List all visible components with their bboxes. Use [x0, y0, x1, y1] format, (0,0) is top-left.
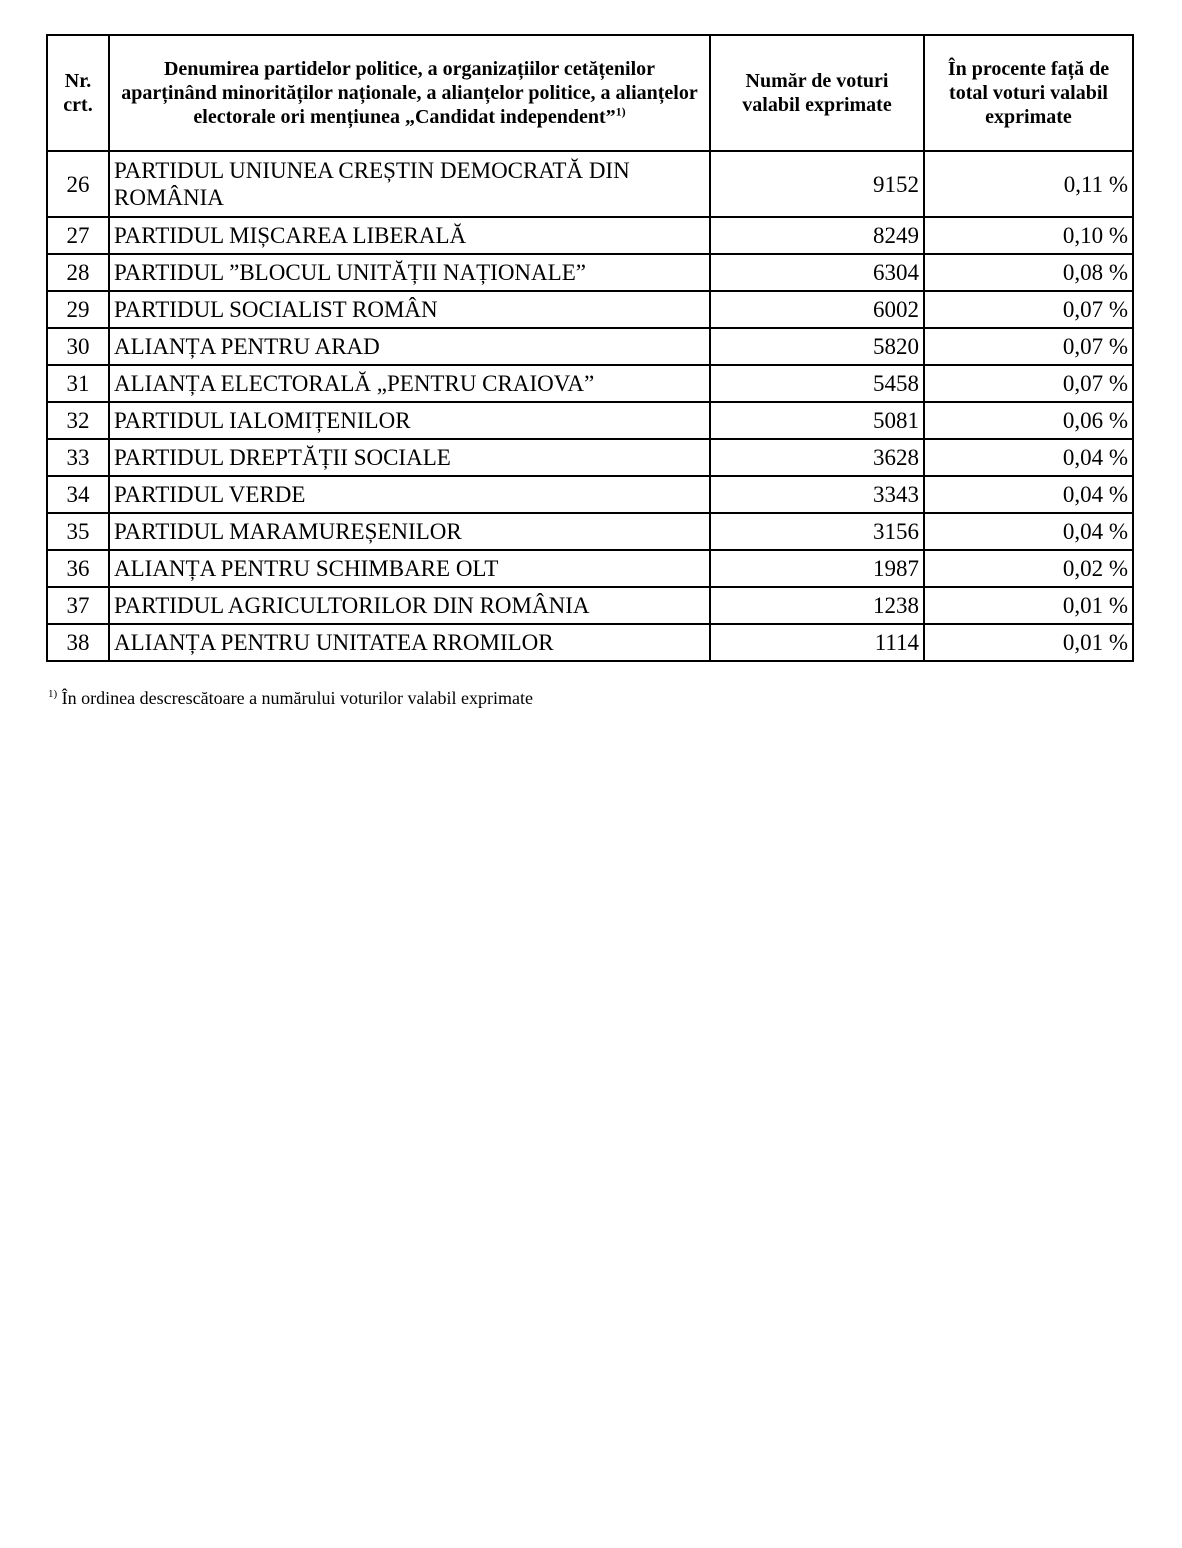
row-percent: 0,07 %	[924, 291, 1133, 328]
table-row	[47, 439, 1133, 476]
row-votes: 1238	[710, 587, 924, 624]
row-party-name: PARTIDUL DREPTĂȚII SOCIALE	[109, 439, 710, 476]
row-percent: 0,11 %	[924, 151, 1133, 217]
row-party-name: PARTIDUL MARAMUREȘENILOR	[109, 513, 710, 550]
row-votes: 3156	[710, 513, 924, 550]
row-nr: 35	[47, 513, 109, 550]
table-row	[47, 217, 1133, 254]
row-party-name: PARTIDUL VERDE	[109, 476, 710, 513]
table-row	[47, 476, 1133, 513]
footnote-text: În ordinea descrescătoare a numărului voturilor valabil exprimate	[61, 688, 533, 708]
row-party-name: PARTIDUL UNIUNEA CREȘTIN DEMOCRATĂ DIN ROMÂNIA	[109, 151, 710, 217]
row-party-name: PARTIDUL IALOMIȚENILOR	[109, 402, 710, 439]
row-nr: 31	[47, 365, 109, 402]
table-row	[47, 291, 1133, 328]
row-party-name: ALIANȚA PENTRU UNITATEA RROMILOR	[109, 624, 710, 661]
row-nr: 36	[47, 550, 109, 587]
row-party-name: ALIANȚA PENTRU ARAD	[109, 328, 710, 365]
row-votes: 6304	[710, 254, 924, 291]
row-votes: 5458	[710, 365, 924, 402]
row-votes: 3628	[710, 439, 924, 476]
results-table	[46, 34, 1134, 662]
row-percent: 0,04 %	[924, 439, 1133, 476]
table-row	[47, 365, 1133, 402]
row-percent: 0,06 %	[924, 402, 1133, 439]
table-row	[47, 402, 1133, 439]
row-votes: 5081	[710, 402, 924, 439]
header-percent-label: În procente față de total voturi valabil exprimate	[947, 58, 1110, 128]
header-name	[109, 35, 710, 151]
row-percent: 0,04 %	[924, 513, 1133, 550]
row-party-name: PARTIDUL ”BLOCUL UNITĂȚII NAȚIONALE”	[109, 254, 710, 291]
row-votes: 3343	[710, 476, 924, 513]
row-percent: 0,08 %	[924, 254, 1133, 291]
row-nr: 28	[47, 254, 109, 291]
row-votes: 1987	[710, 550, 924, 587]
row-nr: 34	[47, 476, 109, 513]
row-party-name: ALIANȚA PENTRU SCHIMBARE OLT	[109, 550, 710, 587]
row-percent: 0,01 %	[924, 587, 1133, 624]
row-nr: 30	[47, 328, 109, 365]
row-party-name: ALIANȚA ELECTORALĂ „PENTRU CRAIOVA”	[109, 365, 710, 402]
header-percent	[924, 35, 1133, 151]
row-votes: 6002	[710, 291, 924, 328]
table-row	[47, 151, 1133, 217]
row-votes: 1114	[710, 624, 924, 661]
table-header-row	[47, 35, 1133, 151]
row-nr: 27	[47, 217, 109, 254]
header-name-label: Denumirea partidelor politice, a organizațiilor cetățenilor aparținând minorităților naționale, a alianțelor politice, a alianțelor electorale ori mențiunea „Candidat independent”	[121, 58, 698, 128]
row-percent: 0,10 %	[924, 217, 1133, 254]
row-nr: 38	[47, 624, 109, 661]
table-row	[47, 513, 1133, 550]
row-votes: 8249	[710, 217, 924, 254]
row-percent: 0,04 %	[924, 476, 1133, 513]
table-row	[47, 587, 1133, 624]
row-percent: 0,07 %	[924, 365, 1133, 402]
row-nr: 33	[47, 439, 109, 476]
table-row	[47, 328, 1133, 365]
header-nr-label: Nr. crt.	[63, 70, 93, 116]
table-row	[47, 624, 1133, 661]
row-percent: 0,01 %	[924, 624, 1133, 661]
row-nr: 26	[47, 151, 109, 217]
row-votes: 9152	[710, 151, 924, 217]
row-percent: 0,07 %	[924, 328, 1133, 365]
row-party-name: PARTIDUL SOCIALIST ROMÂN	[109, 291, 710, 328]
header-votes	[710, 35, 924, 151]
footnote	[48, 688, 533, 709]
row-votes: 5820	[710, 328, 924, 365]
row-nr: 29	[47, 291, 109, 328]
table-row	[47, 550, 1133, 587]
row-nr: 37	[47, 587, 109, 624]
header-votes-label: Număr de voturi valabil exprimate	[742, 70, 892, 116]
footnote-marker: 1)	[48, 688, 58, 700]
row-nr: 32	[47, 402, 109, 439]
header-nr	[47, 35, 109, 151]
row-percent: 0,02 %	[924, 550, 1133, 587]
row-party-name: PARTIDUL AGRICULTORILOR DIN ROMÂNIA	[109, 587, 710, 624]
row-party-name: PARTIDUL MIȘCAREA LIBERALĂ	[109, 217, 710, 254]
header-footnote-marker: 1)	[615, 104, 626, 119]
table-row	[47, 254, 1133, 291]
